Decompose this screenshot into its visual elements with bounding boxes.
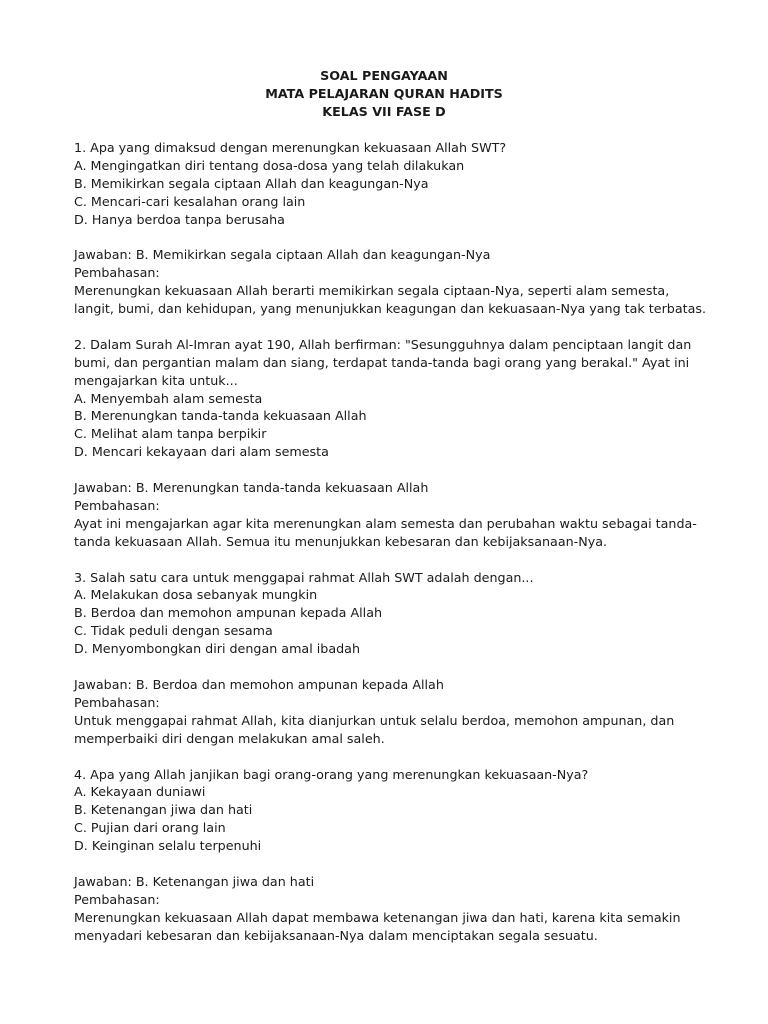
document-subject: MATA PELAJARAN QURAN HADITS <box>265 86 503 101</box>
discussion-line: langit, bumi, dan kehidupan, yang menunjukkan keagungan dan kekuasaan-Nya yang tak terbatas. <box>74 301 707 317</box>
question-block-3 <box>74 569 704 659</box>
answer-text: Jawaban: B. Memikirkan segala ciptaan Allah dan keagungan-Nya <box>74 247 491 263</box>
discussion-label: Pembahasan: <box>74 891 160 907</box>
discussion-label: Pembahasan: <box>74 497 160 513</box>
option-d: D. Keinginan selalu terpenuhi <box>74 838 262 854</box>
answer-text: Jawaban: B. Merenungkan tanda-tanda kekuasaan Allah <box>74 480 429 496</box>
question-block-1 <box>74 139 704 229</box>
question-text: 4. Apa yang Allah janjikan bagi orang-orang yang merenungkan kekuasaan-Nya? <box>74 766 589 782</box>
option-a: A. Mengingatkan diri tentang dosa-dosa yang telah dilakukan <box>74 157 465 173</box>
option-d: D. Menyombongkan diri dengan amal ibadah <box>74 641 360 657</box>
option-a: A. Kekayaan duniawi <box>74 784 206 800</box>
question-text-line: 2. Dalam Surah Al-Imran ayat 190, Allah berfirman: "Sesungguhnya dalam penciptaan langit dan <box>74 336 692 352</box>
option-a: A. Menyembah alam semesta <box>74 390 263 406</box>
option-c: C. Tidak peduli dengan sesama <box>74 623 273 639</box>
option-c: C. Melihat alam tanpa berpikir <box>74 426 267 442</box>
discussion-line: Merenungkan kekuasaan Allah berarti memikirkan segala ciptaan-Nya, seperti alam semesta, <box>74 283 670 299</box>
option-b: B. Ketenangan jiwa dan hati <box>74 802 253 818</box>
discussion-line: Merenungkan kekuasaan Allah dapat membawa ketenangan jiwa dan hati, karena kita semakin <box>74 909 681 925</box>
option-d: D. Hanya berdoa tanpa berusaha <box>74 211 285 227</box>
discussion-line: Ayat ini mengajarkan agar kita merenungkan alam semesta dan perubahan waktu sebagai tanda- <box>74 515 697 531</box>
question-text-line: mengajarkan kita untuk... <box>74 372 238 388</box>
option-b: B. Berdoa dan memohon ampunan kepada Allah <box>74 605 383 621</box>
discussion-label: Pembahasan: <box>74 694 160 710</box>
option-b: B. Merenungkan tanda-tanda kekuasaan Allah <box>74 408 367 424</box>
question-block-2 <box>74 336 704 461</box>
discussion-line: Untuk menggapai rahmat Allah, kita dianjurkan untuk selalu berdoa, memohon ampunan, dan <box>74 712 675 728</box>
option-d: D. Mencari kekayaan dari alam semesta <box>74 444 329 460</box>
answer-block-2 <box>74 479 704 551</box>
discussion-line: menyadari kebesaran dan kebijaksanaan-Nya dalam menciptakan segala sesuatu. <box>74 927 598 943</box>
question-text-line: bumi, dan pergantian malam dan siang, terdapat tanda-tanda bagi orang yang berakal." Ayat ini <box>74 354 690 370</box>
question-block-4 <box>74 766 704 856</box>
answer-block-4 <box>74 873 704 945</box>
document-title: SOAL PENGAYAAN <box>320 68 448 83</box>
document-class: KELAS VII FASE D <box>322 104 446 119</box>
document-page <box>74 67 707 945</box>
answer-block-1 <box>74 246 707 318</box>
answer-block-3 <box>74 676 704 748</box>
document-header <box>74 67 694 121</box>
discussion-label: Pembahasan: <box>74 265 160 281</box>
discussion-line: memperbaiki diri dengan melakukan amal saleh. <box>74 730 385 746</box>
question-text: 1. Apa yang dimaksud dengan merenungkan kekuasaan Allah SWT? <box>74 139 507 155</box>
option-c: C. Pujian dari orang lain <box>74 820 226 836</box>
option-a: A. Melakukan dosa sebanyak mungkin <box>74 587 318 603</box>
discussion-line: tanda kekuasaan Allah. Semua itu menunjukkan kebesaran dan kebijaksanaan-Nya. <box>74 533 608 549</box>
question-text: 3. Salah satu cara untuk menggapai rahmat Allah SWT adalah dengan... <box>74 569 534 585</box>
answer-text: Jawaban: B. Berdoa dan memohon ampunan kepada Allah <box>74 677 444 692</box>
answer-text: Jawaban: B. Ketenangan jiwa dan hati <box>74 873 315 889</box>
option-c: C. Mencari-cari kesalahan orang lain <box>74 193 306 209</box>
option-b: B. Memikirkan segala ciptaan Allah dan keagungan-Nya <box>74 175 429 191</box>
